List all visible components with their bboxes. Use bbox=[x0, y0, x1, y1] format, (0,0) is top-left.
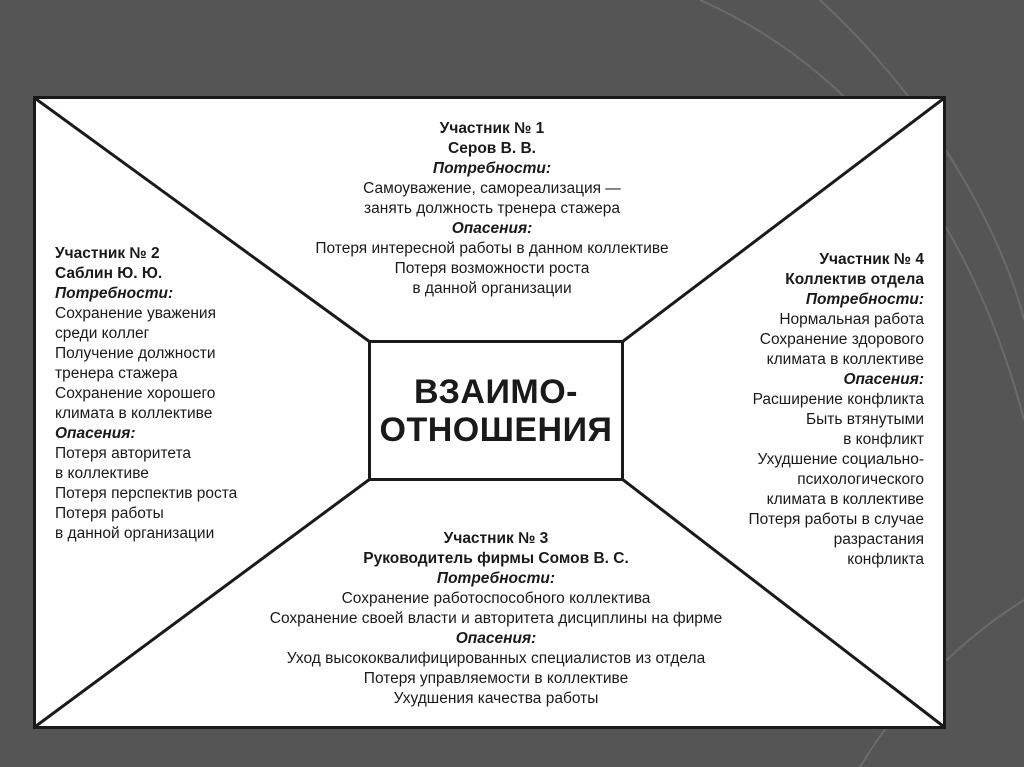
participant4-fear: Потеря работы в случае bbox=[748, 511, 924, 528]
participant4-fear: Быть втянутыми bbox=[805, 411, 924, 428]
center-title-line2: ОТНОШЕНИЯ bbox=[379, 410, 613, 449]
participant2-need: тренера стажера bbox=[55, 365, 178, 382]
participant3-fear: Ухудшения качества работы bbox=[393, 690, 599, 707]
participant1-need: занять должность тренера стажера bbox=[364, 200, 620, 217]
participant1-title: Участник № 1 bbox=[439, 120, 545, 137]
participant2-fear: Потеря работы bbox=[55, 505, 164, 522]
participant3-needs-label: Потребности: bbox=[436, 570, 556, 587]
participant3-block bbox=[186, 529, 806, 709]
participant4-name: Коллектив отдела bbox=[785, 271, 924, 288]
participant2-fear: в данной организации bbox=[55, 525, 215, 542]
participant2-block bbox=[55, 244, 237, 544]
participant4-fear: Ухудшение социально- bbox=[757, 451, 924, 468]
participant4-fears-label: Опасения: bbox=[843, 371, 924, 388]
participant1-need: Самоуважение, самореализация — bbox=[363, 180, 621, 197]
participant1-needs-label: Потребности: bbox=[432, 160, 552, 177]
participant2-needs-label: Потребности: bbox=[55, 285, 174, 302]
participant2-need: Сохранение уважения bbox=[55, 305, 216, 322]
participant3-fear: Потеря управляемости в коллективе bbox=[363, 670, 629, 687]
participant2-need: среди коллег bbox=[55, 325, 150, 342]
participant4-need: климата в коллективе bbox=[766, 351, 924, 368]
participant3-need: Сохранение своей власти и авторитета дисциплины на фирме bbox=[269, 610, 723, 627]
center-box bbox=[368, 340, 624, 481]
participant4-fear: конфликта bbox=[847, 551, 924, 568]
participant4-title: Участник № 4 bbox=[819, 251, 924, 268]
participant4-fear: психологического bbox=[797, 471, 924, 488]
participant4-block bbox=[666, 250, 924, 570]
participant2-need: Сохранение хорошего bbox=[55, 385, 216, 402]
participant1-fear: Потеря возможности роста bbox=[394, 260, 590, 277]
participant4-needs-label: Потребности: bbox=[805, 291, 924, 308]
participant2-title: Участник № 2 bbox=[55, 245, 160, 262]
participant2-fears-label: Опасения: bbox=[55, 425, 136, 442]
participant4-fear: разрастания bbox=[833, 531, 924, 548]
participant4-need: Сохранение здорового bbox=[759, 331, 924, 348]
participant4-fear: в конфликт bbox=[843, 431, 924, 448]
participant2-fear: Потеря авторитета bbox=[55, 445, 192, 462]
diagram-panel bbox=[33, 96, 946, 729]
participant2-need: Получение должности bbox=[55, 345, 216, 362]
participant1-fears-label: Опасения: bbox=[451, 220, 533, 237]
participant4-fear: Расширение конфликта bbox=[752, 391, 924, 408]
participant1-fear: Потеря интересной работы в данном коллективе bbox=[315, 240, 669, 257]
participant1-fear: в данной организации bbox=[412, 280, 572, 297]
participant4-need: Нормальная работа bbox=[779, 311, 924, 328]
participant2-need: климата в коллективе bbox=[55, 405, 213, 422]
participant2-name: Саблин Ю. Ю. bbox=[55, 265, 163, 282]
participant4-fear: климата в коллективе bbox=[766, 491, 924, 508]
participant3-fears-label: Опасения: bbox=[455, 630, 537, 647]
center-title-line1: ВЗАИМО- bbox=[414, 372, 578, 411]
participant3-fear: Уход высококвалифицированных специалистов из отдела bbox=[286, 650, 706, 667]
participant1-name: Серов В. В. bbox=[448, 140, 536, 157]
participant3-need: Сохранение работоспособного коллектива bbox=[341, 590, 651, 607]
participant2-fear: в коллективе bbox=[55, 465, 149, 482]
participant2-fear: Потеря перспектив роста bbox=[55, 485, 238, 502]
participant3-name: Руководитель фирмы Сомов В. С. bbox=[363, 550, 629, 567]
participant3-title: Участник № 3 bbox=[443, 530, 549, 547]
